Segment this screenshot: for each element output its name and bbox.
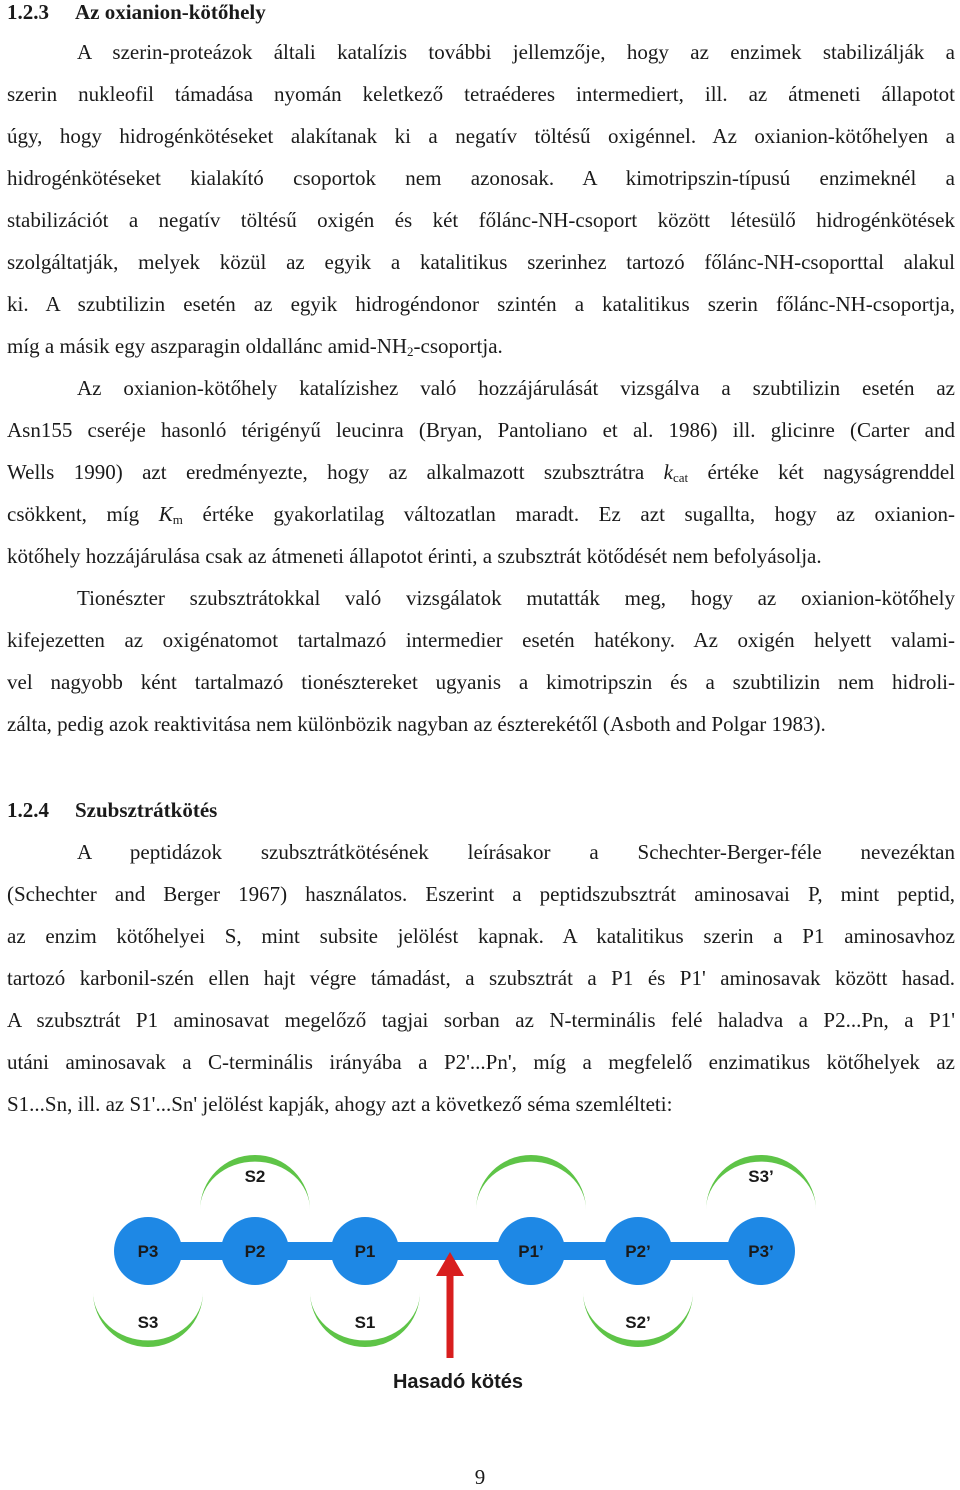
residue-p2-prime [604, 1217, 672, 1285]
schechter-berger-diagram [0, 1140, 960, 1420]
text-line: hidrogénkötéseket kialakító csoportok nem azonosak. A kimotripszin-típusú enzimeknél a [7, 166, 955, 190]
text-line: S1...Sn, ill. az S1'...Sn' jelölést kapják, ahogy azt a következő séma szemlélteti: [7, 1092, 673, 1116]
km-symbol: K [158, 502, 173, 526]
kcat-symbol: k [663, 460, 673, 484]
residue-p1-prime [497, 1217, 565, 1285]
section-title: Az oxianion-kötőhely [75, 0, 266, 24]
text-line: stabilizációt a negatív töltésű oxigén és két főlánc-NH-csoport között létesülő hidrogénkötések [7, 208, 955, 232]
subscript: cat [672, 470, 689, 485]
text-line: szerin nukleofil támadása nyomán keletkező tetraéderes intermediert, ill. az átmeneti állapotot [7, 82, 955, 106]
page-number: 9 [474, 1465, 486, 1489]
text-line: kifejezetten az oxigénatomot tartalmazó intermedier esetén hatékony. Az oxigén helyett valami- [7, 628, 955, 652]
section-number: 1.2.3 [7, 0, 49, 24]
cleavage-label: Hasadó kötés [392, 1371, 524, 1393]
text-line: úgy, hogy hidrogénkötéseket alakítanak ki a negatív töltésű oxigénnel. Az oxianion-kötőhelyen a [7, 124, 955, 148]
residue-label: P1 [354, 1242, 376, 1261]
text-line: utáni aminosavak a C-terminális irányába a P2'...Pn', míg a megfelelő enzimatikus kötőhelyek az [7, 1050, 955, 1074]
subscript: 2 [407, 344, 414, 359]
text-line: Az oxianion-kötőhely katalízishez való hozzájárulását vizsgálva a szubtilizin esetén az [77, 376, 955, 400]
text-fragment: -csoportja. [413, 334, 503, 358]
text-line: az enzim kötőhelyei S, mint subsite jelölést kapnak. A katalitikus szerin a P1 aminosavhoz [7, 924, 955, 948]
residue-label: P3 [137, 1242, 159, 1261]
text-line: ki. A szubtilizin esetén az egyik hidrogéndonor szintén a katalitikus szerin főlánc-NH-csoportja, [7, 292, 955, 316]
text-line: kötőhely hozzájárulása csak az átmeneti állapotot érinti, a szubsztrát kötődését nem befolyásolja. [7, 544, 822, 568]
residue-p3-prime [727, 1217, 795, 1285]
text-line: zálta, pedig azok reaktivitása nem különbözik nagyban az észterekétől (Asboth and Polgar 1983). [7, 712, 826, 736]
text-line: (Schechter and Berger 1967) használatos. Eszerint a peptidszubsztrát aminosavai P, mint peptid, [7, 882, 955, 906]
residue-label: P2’ [625, 1242, 651, 1261]
residue-label: P1’ [518, 1242, 544, 1261]
text-line: vel nagyobb ként tartalmazó tionésztereket ugyanis a kimotripszin és a szubtilizin nem hidroli- [7, 670, 955, 694]
site-s3-prime [706, 1155, 816, 1210]
site-label: S3 [137, 1313, 159, 1332]
residue-p1 [331, 1217, 399, 1285]
text-fragment: csökkent, míg [7, 502, 159, 526]
cleavage-arrow [436, 1252, 464, 1358]
text-fragment: Wells 1990) azt eredményezte, hogy az alkalmazott szubsztrátra [7, 460, 664, 484]
site-label: S2’ [625, 1313, 651, 1332]
text-line: Asn155 cseréje hasonló térigényű leucinra (Bryan, Pantoliano et al. 1986) ill. glicinre (Carter and [7, 418, 955, 442]
text-fragment: értéke két nagyságrenddel [688, 460, 955, 484]
residue-label: P2 [244, 1242, 266, 1261]
text-fragment: értéke gyakorlatilag változatlan maradt. Ez azt sugallta, hogy az oxianion- [182, 502, 955, 526]
text-line [7, 460, 955, 484]
text-line: A szubsztrát P1 aminosavat megelőző tagjai sorban az N-terminális felé haladva a P2...Pn, a P1' [7, 1008, 955, 1032]
text-fragment: míg a másik egy aszparagin oldallánc amid-NH [7, 334, 408, 358]
site-label: S2 [244, 1167, 266, 1186]
section-heading-1-2-4 [7, 798, 217, 822]
text-line [7, 502, 955, 526]
section-heading-1-2-3 [7, 0, 266, 24]
subscript: m [172, 512, 183, 527]
site-s1 [310, 1292, 420, 1347]
residue-p2 [221, 1217, 289, 1285]
text-line [7, 334, 955, 358]
text-line: Tionészter szubsztrátokkal való vizsgálatok mutatták meg, hogy az oxianion-kötőhely [77, 586, 955, 610]
site-label: S3’ [748, 1167, 774, 1186]
residue-p3 [114, 1217, 182, 1285]
site-s2-prime [583, 1292, 693, 1347]
text-line: A szerin-proteázok általi katalízis további jellemzője, hogy az enzimek stabilizálják a [77, 40, 955, 64]
text-line: A peptidázok szubsztrátkötésének leírásakor a Schechter-Berger-féle nevezéktan [77, 840, 955, 864]
text-line: szolgáltatják, melyek közül az egyik a katalitikus szerinhez tartozó főlánc-NH-csoporttal alakul [7, 250, 955, 274]
site-label: S1 [354, 1313, 376, 1332]
section-title: Szubsztrátkötés [75, 798, 218, 822]
site-s2 [200, 1155, 310, 1210]
site-label: S1’ [518, 1167, 544, 1186]
text-line: tartozó karbonil-szén ellen hajt végre támadást, a szubsztrát a P1 és P1' aminosavak között hasad. [7, 966, 955, 990]
site-s3 [93, 1292, 203, 1347]
site-s1-prime [476, 1155, 586, 1210]
section-number: 1.2.4 [7, 798, 49, 822]
residue-label: P3’ [748, 1242, 774, 1261]
